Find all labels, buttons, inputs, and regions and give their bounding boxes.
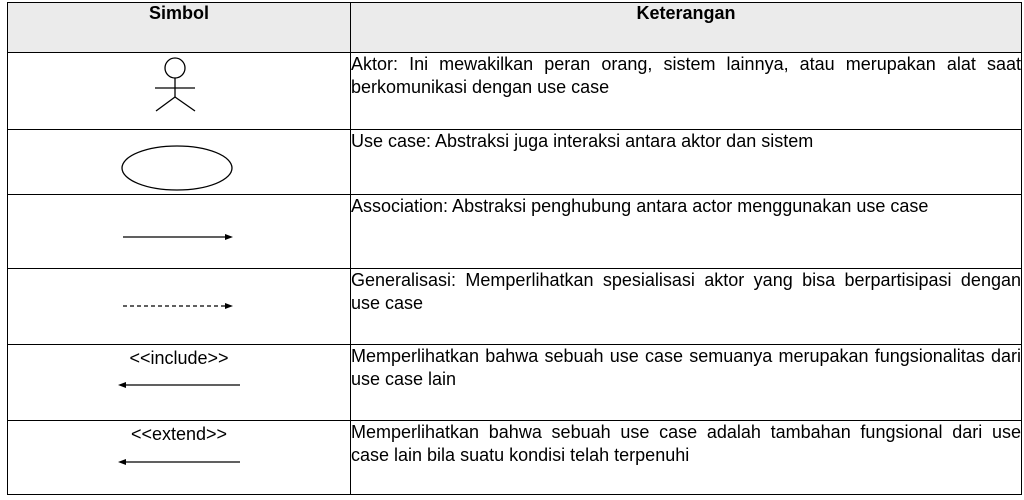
description-cell: Memperlihatkan bahwa sebuah use case adalah tambahan fungsional dari use case lain bila suatu kondisi telah terpenuhi <box>351 421 1022 495</box>
extend-label: <<extend>> <box>130 424 228 444</box>
include-arrow-icon <box>114 369 244 399</box>
include-label: <<include>> <box>129 348 229 368</box>
table-row <box>8 345 1022 421</box>
table-row <box>8 53 1022 130</box>
table-row <box>8 130 1022 195</box>
symbol-cell <box>8 53 351 130</box>
symbol-cell <box>8 269 351 345</box>
header-symbol: Simbol <box>8 3 351 53</box>
symbol-table <box>7 2 1022 495</box>
symbol-cell <box>8 195 351 269</box>
association-arrow-icon <box>119 195 239 265</box>
header-row <box>8 3 1022 53</box>
table-row <box>8 195 1022 269</box>
description-cell: Association: Abstraksi penghubung antara actor menggunakan use case <box>351 195 1022 269</box>
table-row <box>8 269 1022 345</box>
symbol-cell <box>8 345 351 421</box>
symbol-cell <box>8 421 351 495</box>
actor-icon <box>139 53 219 123</box>
description-cell: Use case: Abstraksi juga interaksi antara aktor dan sistem <box>351 130 1022 195</box>
description-cell: Memperlihatkan bahwa sebuah use case semuanya merupakan fungsionalitas dari use case lain <box>351 345 1022 421</box>
extend-arrow-icon <box>114 445 244 475</box>
description-cell: Aktor: Ini mewakilkan peran orang, sistem lainnya, atau merupakan alat saat berkomunikasi dengan use case <box>351 53 1022 130</box>
use-case-ellipse-icon <box>119 130 239 192</box>
description-cell: Generalisasi: Memperlihatkan spesialisasi aktor yang bisa berpartisipasi dengan use case <box>351 269 1022 345</box>
header-description: Keterangan <box>351 3 1022 53</box>
symbol-cell <box>8 130 351 195</box>
generalization-dashed-arrow-icon <box>119 269 239 341</box>
table-row <box>8 421 1022 495</box>
